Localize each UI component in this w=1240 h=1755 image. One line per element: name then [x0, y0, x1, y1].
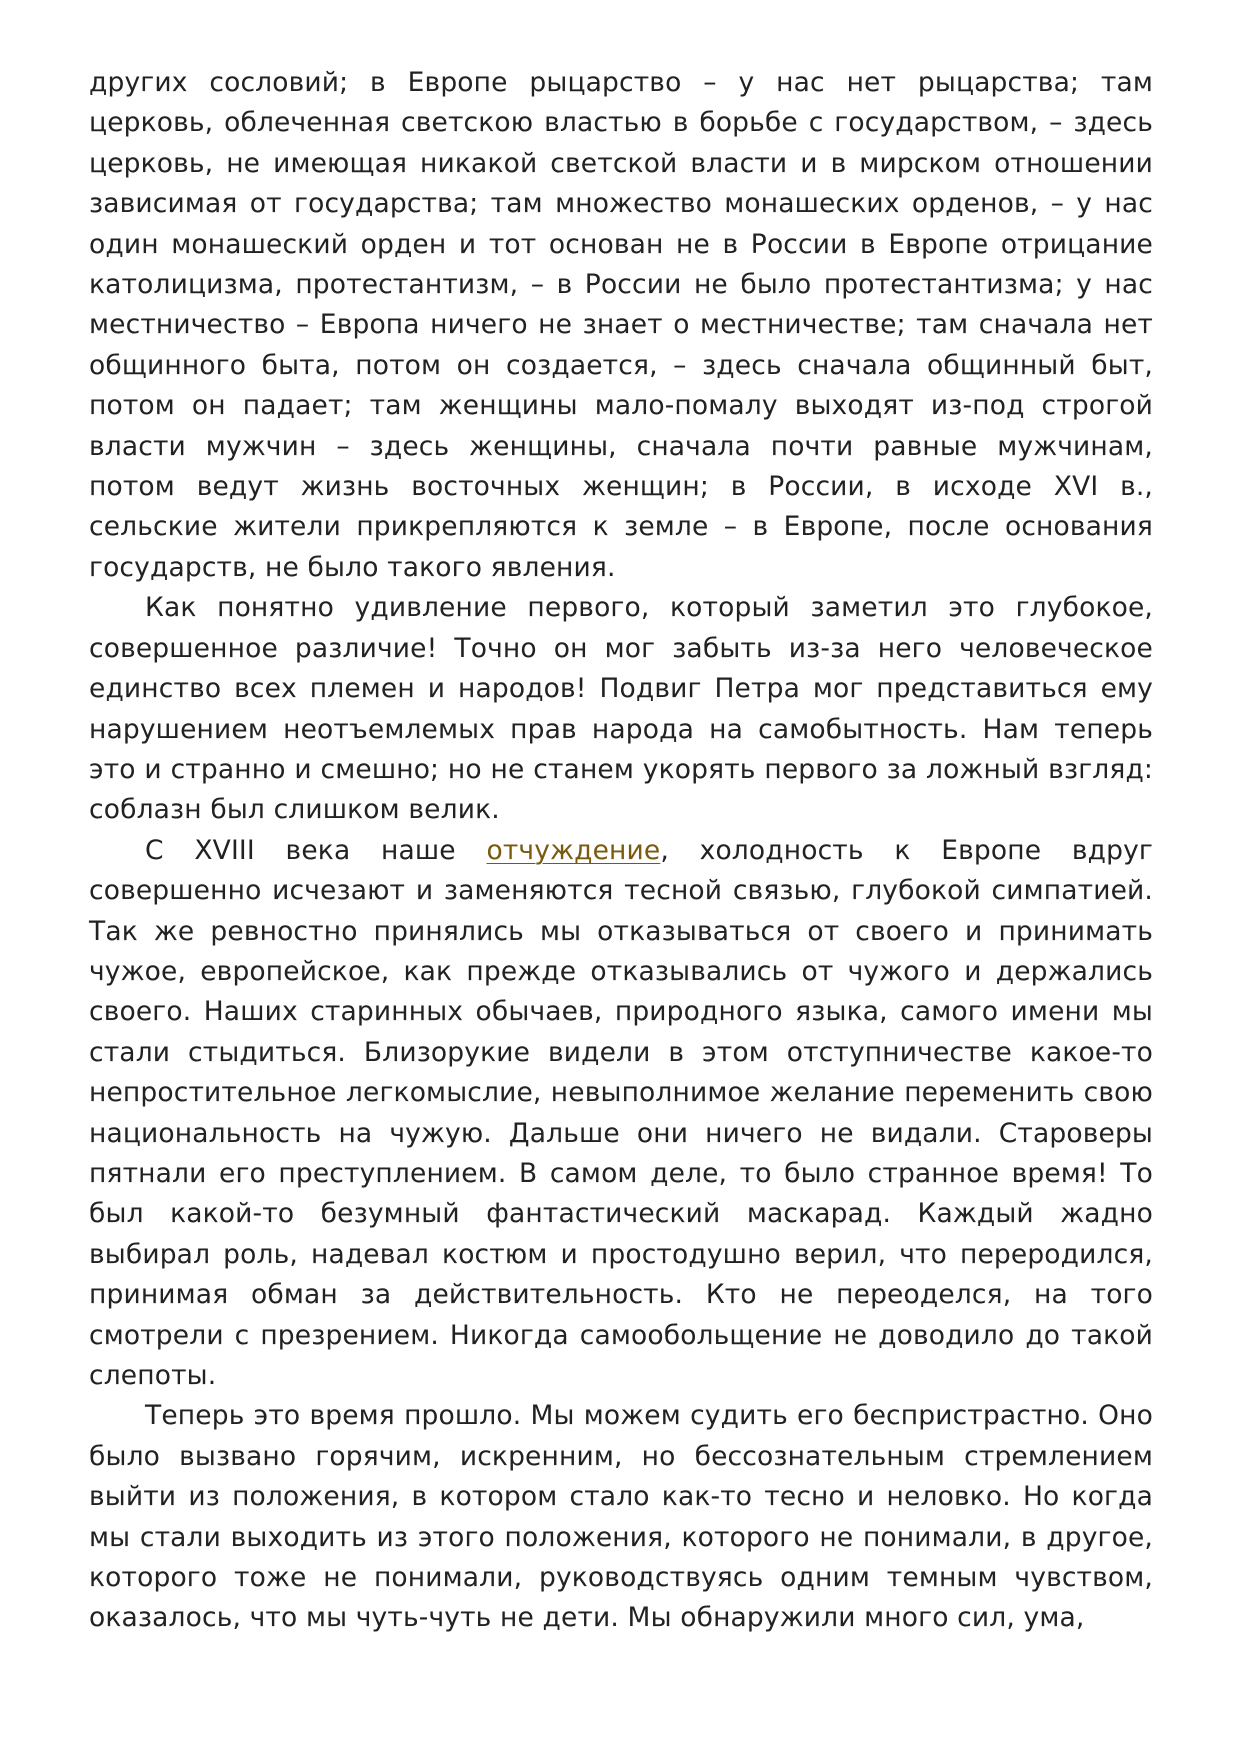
document-page [89, 63, 1153, 1639]
otchuzhdenie-link[interactable]: отчуждение [486, 834, 661, 866]
paragraph-2: Как понятно удивление первого, который заметил это глубокое, совершенное различие! Точно он мог забыть из-за него человеческое единство всех племен и народов! Подвиг Петра мог представиться ему нарушением неотъемлемых прав народа на самобытность. Нам теперь это и странно и смешно; но не станем укорять первого за ложный взгляд: соблазн был слишком велик. [89, 592, 1153, 826]
paragraph-3-lead-text: С XVIII века наше [145, 834, 487, 866]
paragraph-3-body-text: , холодность к Европе вдруг совершенно исчезают и заменяются тесной связью, глубокой симпатией. Так же ревностно принялись мы отказываться от своего и принимать чужое, европейское, как прежде отказывались от чужого и держались своего. Наших старинных обычаев, природного языка, самого имени мы стали стыдиться. Близорукие видели в этом отступничестве какое-то непростительное легкомыслие, невыполнимое желание переменить свою национальность на чужую. Дальше они ничего не видали. Староверы пятнали его преступлением. В самом деле, то было странное время! То был какой-то безумный фантастический маскарад. Каждый жадно выбирал роль, надевал костюм и простодушно верил, что переродился, принимая обман за действительность. Кто не переоделся, на того смотрели с презрением. Никогда самообольщение не доводило до такой слепоты. [89, 834, 1153, 1391]
paragraph-3 [89, 831, 1153, 1397]
paragraph-4: Теперь это время прошло. Мы можем судить его беспристрастно. Оно было вызвано горячим, искренним, но бессознательным стремлением выйти из положения, в котором стало как-то тесно и неловко. Но когда мы стали выходить из этого положения, которого не понимали, в другое, которого тоже не понимали, руководствуясь одним темным чувством, оказалось, что мы чуть-чуть не дети. Мы обнаружили много сил, ума, [89, 1400, 1153, 1634]
paragraph-1: других сословий; в Европе рыцарство – у нас нет рыцарства; там церковь, облеченная светскою властью в борьбе с государством, – здесь церковь, не имеющая никакой светской власти и в мирском отношении зависимая от государства; там множество монашеских орденов, – у нас один монашеский орден и тот основан не в России в Европе отрицание католицизма, протестантизм, – в России не было протестантизма; у нас местничество – Европа ничего не знает о местничестве; там сначала нет общинного быта, потом он создается, – здесь сначала общинный быт, потом он падает; там женщины мало-помалу выходят из-под строгой власти мужчин – здесь женщины, сначала почти равные мужчинам, потом ведут жизнь восточных женщин; в России, в исходе XVI в., сельские жители прикрепляются к земле – в Европе, после основания государств, не было такого явления. [89, 67, 1153, 583]
